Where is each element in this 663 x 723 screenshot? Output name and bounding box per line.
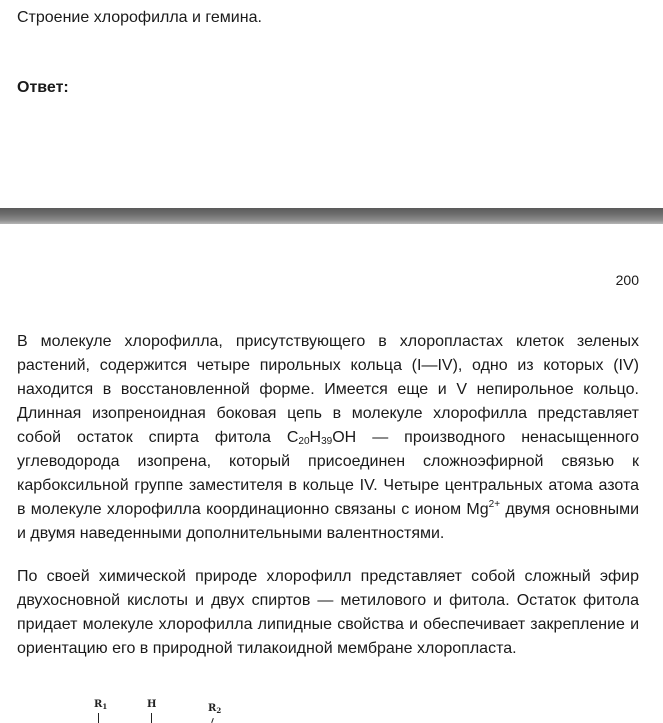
formula-subscript-39: 39 [321,436,333,447]
structure-bond-r1 [98,713,99,723]
formula-h: H [309,429,322,446]
answer-label: Ответ: [17,79,69,96]
paragraph1-text-2: OH — производного ненасыщенного углеводорода изопрена, который присоединен сложноэфирной связью к карбоксильной группе заместителя в кольце IV. Четыре центральных атома азота в молекуле хлорофилла координационно связаны с ионом Mg [17,429,640,518]
ion-charge-superscript: 2+ [488,499,501,510]
paragraph1-text-1: В молекуле хлорофилла, присутствующего в хлоропластах клеток зеленых растений, содержится четыре пирольных кольца (I—IV), одно из которых (IV) находится в восстановленной форме. Имеется еще и V непирольное кольцо. Длинная изопреноидная боковая цепь в молекуле хлорофилла представляет собой остаток спирта фитола C [17,333,639,446]
paragraph-chlorophyll-structure [17,330,639,546]
page-title: Строение хлорофилла и гемина. [17,9,262,26]
chemical-structure-fragment [0,699,663,723]
structure-label-h: H [147,699,157,710]
formula-subscript-20: 20 [298,436,310,447]
page-number: 200 [615,272,639,288]
paragraph-chemical-nature: По своей химической природе хлорофилл представляет собой сложный эфир двухосновной кислоты и двух спиртов — метилового и фитола. Остаток фитола придает молекуле хлорофилла липидные свойства и обеспечивает закрепление и ориентацию его в природной тилакоидной мембране хлоропласта. [17,568,639,657]
page-bottom [0,224,663,723]
page-top [0,0,663,208]
structure-bond-h [151,713,152,723]
structure-label-r2: $R_2$ [208,703,222,715]
structure-label-r1: $R_1$ [94,699,108,711]
structure-bond-r2 [211,718,214,723]
page-separator [0,208,663,224]
paragraph1-text-3: двумя основными и двумя наведенными дополнительными валентностями. [17,501,640,542]
